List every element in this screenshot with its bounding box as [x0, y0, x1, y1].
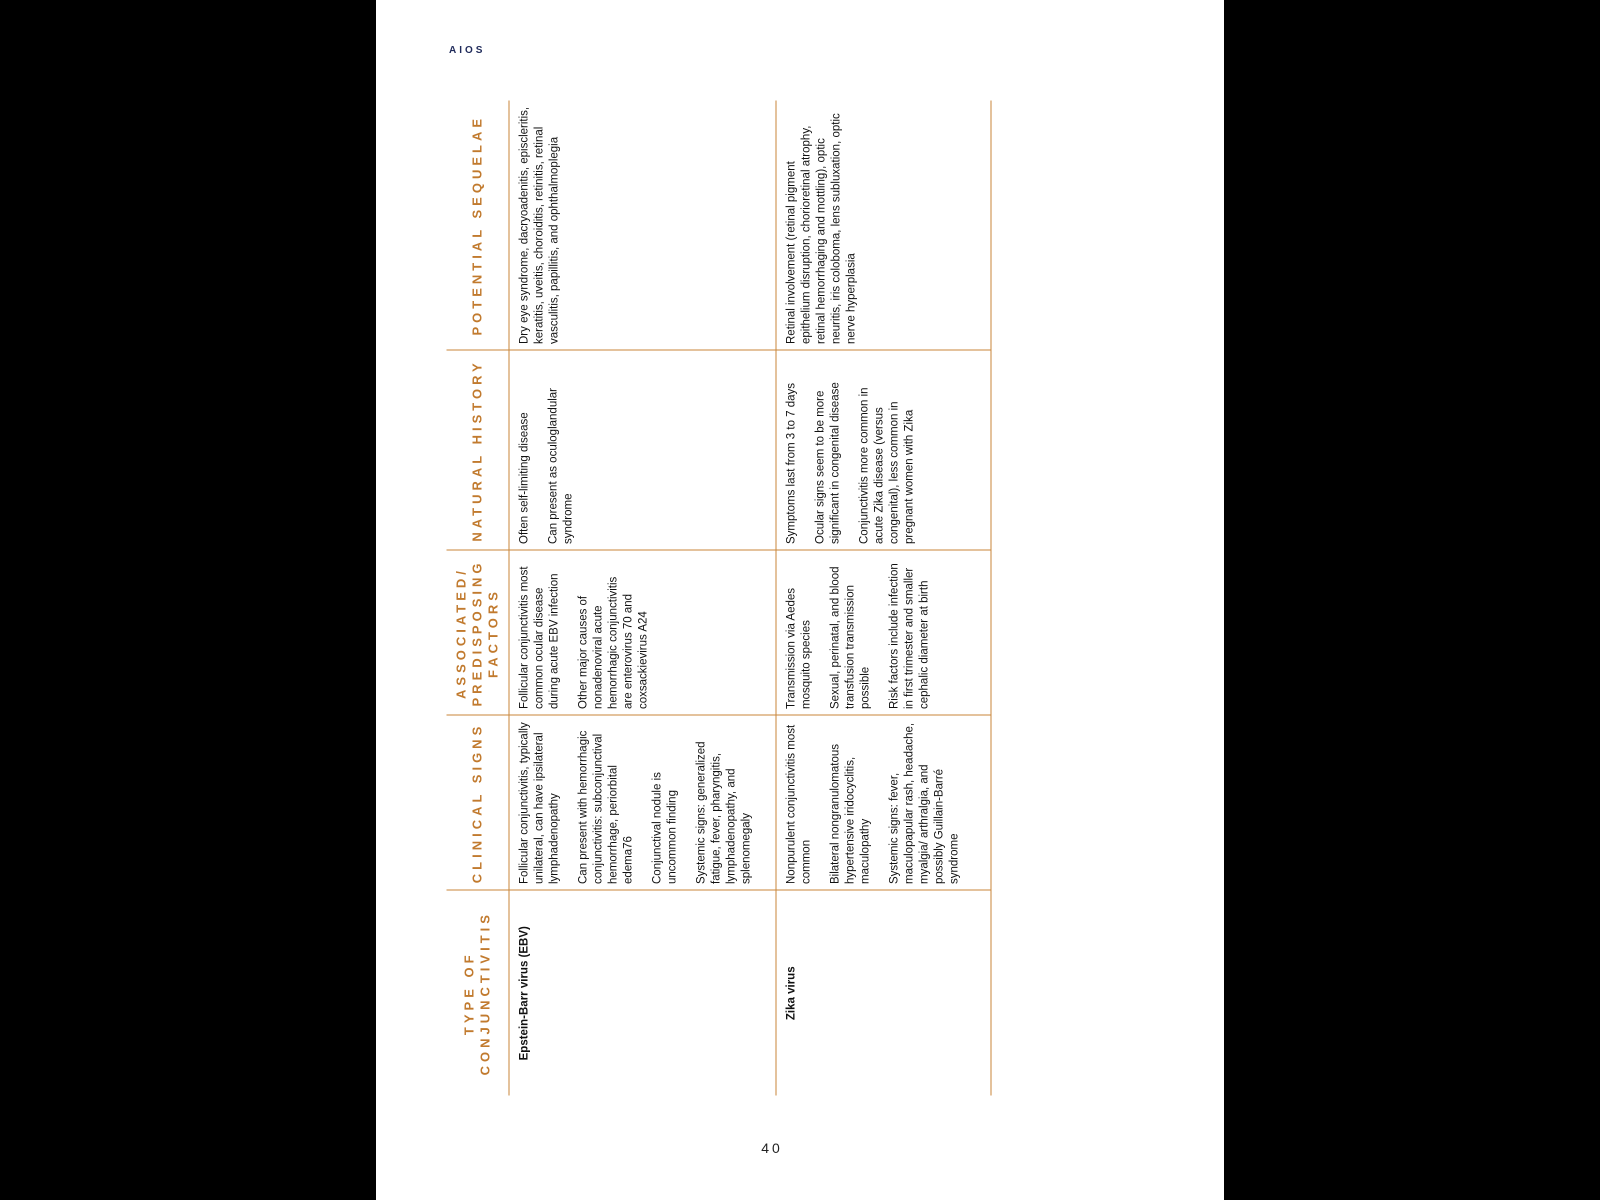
table-row — [776, 100, 991, 1095]
col-header-factors: ASSOCIATED/ PREDISPOSING FACTORS — [446, 550, 509, 715]
page-number: 40 — [761, 1140, 783, 1156]
col-header-natural-history: NATURAL HISTORY — [446, 350, 509, 550]
cell-natural-history — [776, 350, 991, 550]
cell-paragraph: Ocular signs seem to be more significant in congenital disease — [814, 381, 841, 544]
cell-paragraph: Sexual, perinatal, and blood transfusion transmission possible — [829, 565, 871, 709]
conjunctivitis-table-rotated — [446, 100, 966, 1095]
cell-paragraph: Can present as oculoglandular syndrome — [547, 387, 574, 544]
cell-paragraph: Risk factors include infection in first trimester and smaller cephalic diameter at birth — [888, 562, 930, 709]
cell-sequelae — [509, 100, 776, 350]
cell-paragraph: Often self-limiting disease — [518, 411, 530, 544]
table-header-row — [446, 100, 509, 1095]
document-page — [376, 0, 1224, 1200]
conjunctivitis-table — [446, 100, 991, 1095]
col-header-type: TYPE OF CONJUNCTIVITIS — [446, 890, 509, 1095]
cell-paragraph: Symptoms last from 3 to 7 days — [785, 382, 797, 544]
cell-paragraph: Conjunctival nodule is uncommon finding — [651, 771, 678, 884]
cell-paragraph: Transmission via Aedes mosquito species — [785, 587, 812, 709]
cell-clinical-signs — [776, 715, 991, 890]
cell-paragraph: Conjunctivitis more common in acute Zika disease (versus congenital), less common in pregnant women with Zika — [858, 386, 915, 544]
cell-factors — [509, 550, 776, 715]
cell-paragraph: Follicular conjunctivitis, typically unilateral, can have ipsilateral lymphadenopathy — [518, 721, 560, 884]
cell-type: Epstein-Barr virus (EBV) — [509, 890, 776, 1095]
cell-type: Zika virus — [776, 890, 991, 1095]
cell-sequelae — [776, 100, 991, 350]
col-header-sequelae: POTENTIAL SEQUELAE — [446, 100, 509, 350]
table-row — [509, 100, 776, 1095]
cell-paragraph: Can present with hemorrhagic conjunctivitis: subconjunctival hemorrhage, periorbital edema76 — [577, 730, 634, 884]
cell-natural-history — [509, 350, 776, 550]
header-brand: AIOS — [449, 45, 486, 56]
cell-paragraph: Systemic signs: fever, maculopapular rash, headache, myalgia/ arthralgia, and possibly Guillain-Barré syndrome — [888, 722, 960, 884]
cell-paragraph: Bilateral nongranulomatous hypertensive iridocyclitis, maculopathy — [829, 743, 871, 884]
cell-factors — [776, 550, 991, 715]
cell-paragraph: Dry eye syndrome, dacryoadenitis, episcleritis, keratitis, uveitis, choroiditis, retinitis, retinal vasculitis, papillitis, and ophthalmoplegia — [518, 106, 560, 344]
cell-paragraph: Follicular conjunctivitis most common ocular disease during acute EBV infection — [518, 565, 560, 709]
col-header-clinical-signs: CLINICAL SIGNS — [446, 715, 509, 890]
cell-paragraph: Retinal involvement (retinal pigment epithelium disruption, chorioretinal atrophy, retinal hemorrhaging and mottling), optic neuritis, iris coloboma, lens subluxation, optic nerve hyperplasia — [785, 112, 857, 344]
cell-clinical-signs — [509, 715, 776, 890]
cell-paragraph: Other major causes of nonadenoviral acute hemorrhagic conjunctivitis are enterovirus 70 and coxsackievirus A24 — [577, 576, 649, 709]
cell-paragraph: Systemic signs: generalized fatigue, fever, pharyngitis, lymphadenopathy, and splenomegaly — [695, 740, 752, 884]
cell-paragraph: Nonpurulent conjunctivitis most common — [785, 724, 812, 884]
